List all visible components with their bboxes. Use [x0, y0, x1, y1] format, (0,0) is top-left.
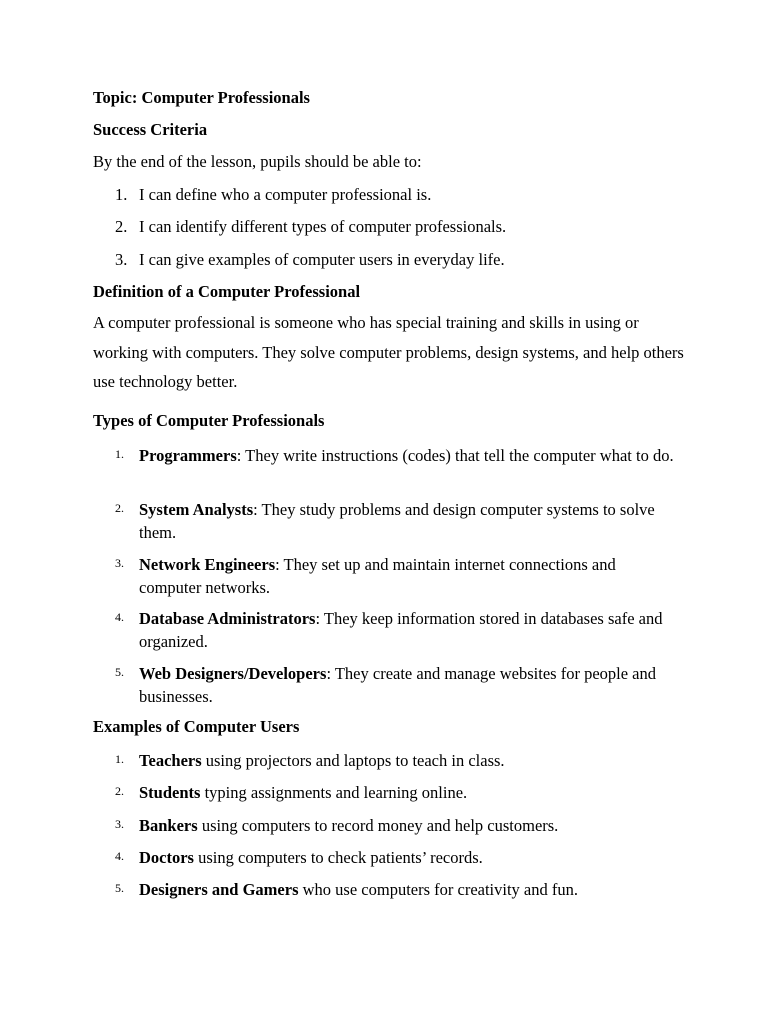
- example-term: Teachers: [139, 751, 202, 770]
- example-text: [139, 846, 679, 869]
- type-text: [139, 553, 679, 599]
- criteria-number: 1.: [115, 185, 128, 204]
- criteria-number: 3.: [115, 250, 128, 269]
- type-text: [139, 662, 679, 708]
- topic-heading: Topic: Computer Professionals: [93, 88, 310, 107]
- example-text: [139, 749, 679, 772]
- example-number: 3.: [115, 817, 124, 831]
- type-text: [139, 607, 679, 653]
- example-description: using computers to record money and help customers.: [197, 816, 559, 835]
- definition-paragraph: A computer professional is someone who has special training and skills in using or working with computers. They solve computer problems, design systems, and help others use technology better.: [93, 313, 684, 391]
- type-text: [139, 498, 679, 544]
- definition-heading: Definition of a Computer Professional: [93, 282, 361, 301]
- example-number: 4.: [115, 849, 124, 863]
- type-term: Database Administrators: [139, 609, 316, 628]
- type-term: System Analysts: [139, 500, 254, 519]
- criteria-text: I can identify different types of computer professionals.: [139, 217, 507, 236]
- type-number: 1.: [115, 447, 124, 461]
- example-description: using computers to check patients’ records.: [193, 848, 483, 867]
- examples-heading: Examples of Computer Users: [93, 717, 300, 736]
- example-description: using projectors and laptops to teach in class.: [201, 751, 505, 770]
- example-text: [139, 878, 679, 901]
- example-term: Bankers: [139, 816, 198, 835]
- example-term: Designers and Gamers: [139, 880, 299, 899]
- type-description: : They write instructions (codes) that tell the computer what to do.: [236, 446, 674, 465]
- types-heading: Types of Computer Professionals: [93, 411, 325, 430]
- type-number: 3.: [115, 556, 124, 570]
- type-description: : They study problems and design computer systems to solve them.: [139, 500, 655, 542]
- example-description: typing assignments and learning online.: [200, 783, 468, 802]
- example-term: Doctors: [139, 848, 194, 867]
- example-number: 1.: [115, 752, 124, 766]
- type-text: [139, 444, 679, 467]
- type-description: : They set up and maintain internet connections and computer networks.: [139, 555, 616, 597]
- success-criteria-intro: By the end of the lesson, pupils should be able to:: [93, 152, 422, 171]
- type-term: Programmers: [139, 446, 237, 465]
- example-number: 5.: [115, 881, 124, 895]
- criteria-text: I can give examples of computer users in everyday life.: [139, 250, 505, 269]
- example-term: Students: [139, 783, 201, 802]
- example-text: [139, 781, 679, 804]
- example-description: who use computers for creativity and fun.: [298, 880, 579, 899]
- criteria-number: 2.: [115, 217, 128, 236]
- type-number: 2.: [115, 501, 124, 515]
- criteria-text: I can define who a computer professional is.: [139, 185, 432, 204]
- success-criteria-heading: Success Criteria: [93, 120, 208, 139]
- type-description: : They keep information stored in databases safe and organized.: [139, 609, 663, 651]
- type-term: Web Designers/Developers: [139, 664, 327, 683]
- type-number: 5.: [115, 665, 124, 679]
- example-number: 2.: [115, 784, 124, 798]
- type-description: : They create and manage websites for people and businesses.: [139, 664, 656, 706]
- type-number: 4.: [115, 610, 124, 624]
- type-term: Network Engineers: [139, 555, 276, 574]
- example-text: [139, 814, 679, 837]
